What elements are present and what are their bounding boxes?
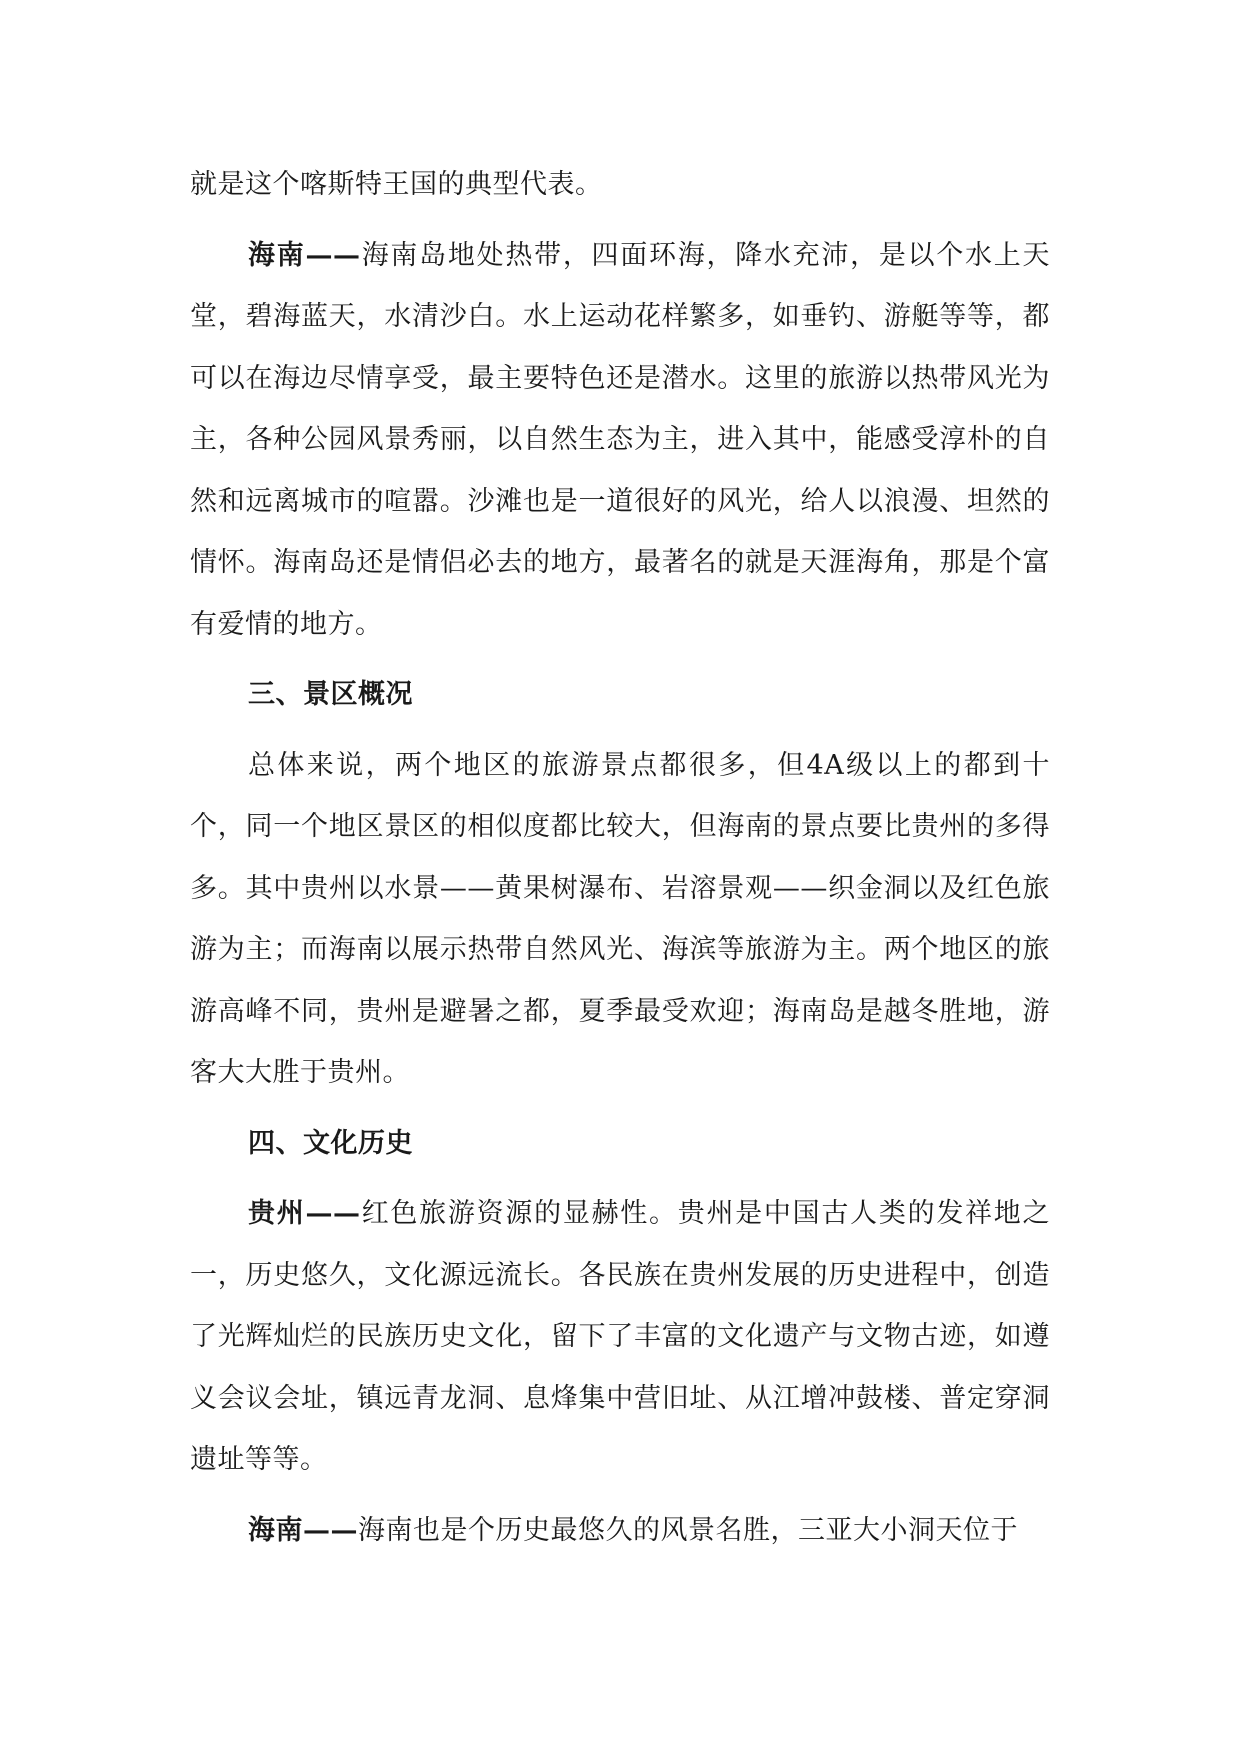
paragraph-lead-guizhou: 贵州——: [248, 1198, 361, 1229]
paragraph-text: 海南岛地处热带，四面环海，降水充沛，是以个水上天堂，碧海蓝天，水清沙白。水上运动花样繁多，如垂钓、游艇等等，都可以在海边尽情享受，最主要特色还是潜水。这里的旅游以热带风光为主，各种公园风景秀丽，以自然生态为主，进入其中，能感受淳朴的自然和远离城市的喧嚣。沙滩也是一道很好的风光，给人以浪漫、坦然的情怀。海南岛还是情侣必去的地方，最著名的就是天涯海角，那是个富有爱情的地方。: [190, 239, 1051, 640]
paragraph-guizhou-history: [190, 1183, 1050, 1491]
paragraph-lead-hainan-history: 海南——: [248, 1514, 358, 1546]
section-heading-culture-history: 四、文化历史: [248, 1127, 413, 1159]
paragraph-text: 总体来说，两个地区的旅游景点都很多，但4A级以上的都到十个，同一个地区景区的相似度都比较大，但海南的景点要比贵州的多得多。其中贵州以水景——黄果树瀑布、岩溶景观——织金洞以及红色旅游为主；而海南以展示热带自然风光、海滨等旅游为主。两个地区的旅游高峰不同，贵州是避暑之都，夏季最受欢迎；海南岛是越冬胜地，游客大大胜于贵州。: [190, 749, 1050, 1088]
section-heading-scenic-overview: 三、景区概况: [248, 679, 413, 710]
paragraph-lead-hainan: 海南——: [248, 239, 361, 271]
paragraph-text: 海南也是个历史最悠久的风景名胜，三亚大小洞天位于: [358, 1514, 1018, 1546]
paragraph-text: 就是这个喀斯特王国的典型代表。: [190, 169, 603, 200]
document-body: [190, 154, 1050, 1561]
paragraph-text: 红色旅游资源的显赫性。贵州是中国古人类的发祥地之一，历史悠久，文化源远流长。各民族在贵州发展的历史进程中，创造了光辉灿烂的民族历史文化，留下了丰富的文化遗产与文物古迹，如遵义会议会址，镇远青龙洞、息烽集中营旧址、从江增冲鼓楼、普定穿洞遗址等等。: [190, 1198, 1051, 1475]
paragraph-karst-ending: [190, 154, 1050, 216]
paragraph-hainan-history: [190, 1500, 1050, 1562]
paragraph-hainan-scenery: [190, 225, 1050, 656]
paragraph-scenic-overview: [190, 735, 1050, 1104]
